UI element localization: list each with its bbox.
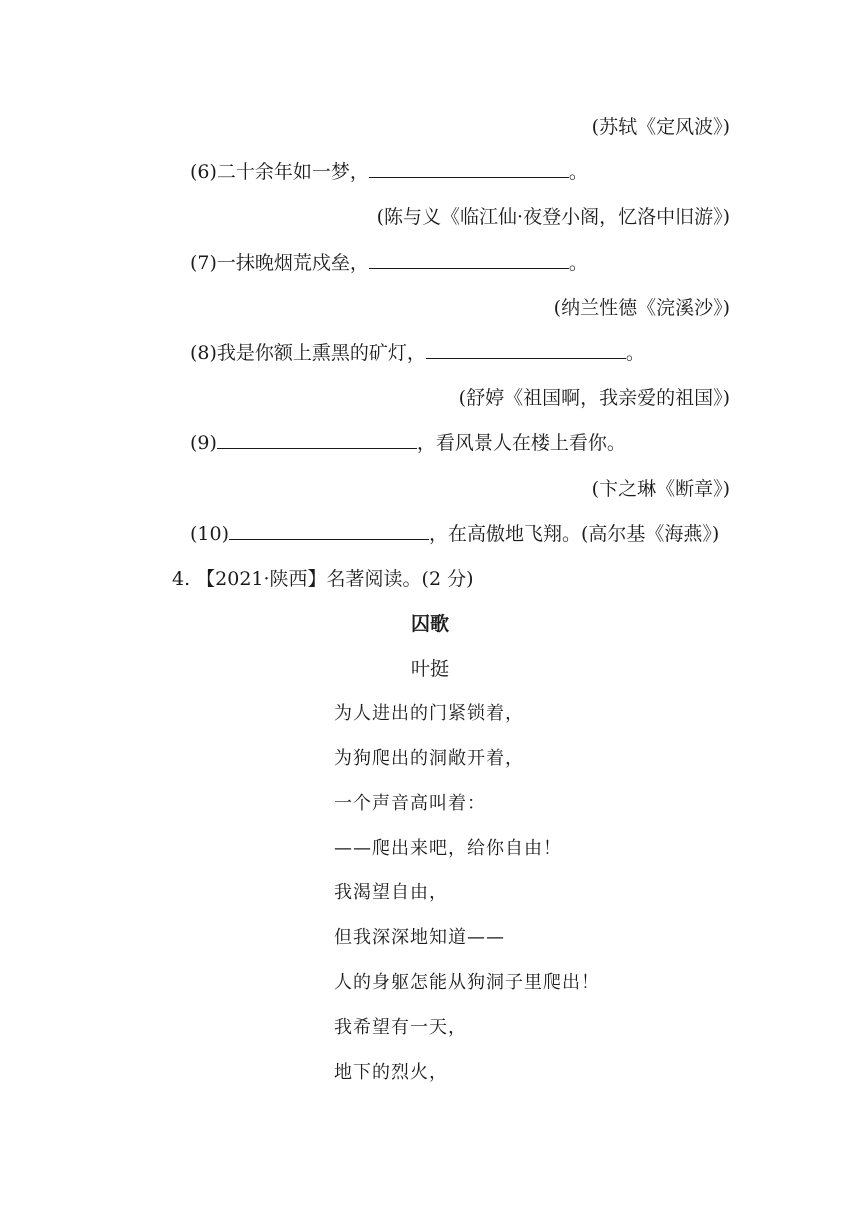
question-10: [190, 521, 719, 547]
question-7-prefix: (7)一抹晚烟荒戍垒，: [190, 252, 369, 274]
answer-blank-8[interactable]: [426, 340, 626, 359]
attribution-su-shi: (苏轼《定风波》): [591, 116, 730, 138]
poem-title: 囚歌: [410, 613, 449, 635]
poem-line: 一个声音高叫着：: [334, 793, 486, 814]
answer-blank-6[interactable]: [369, 159, 569, 178]
poem-line: 但我深深地知道——: [334, 927, 505, 948]
question-7: [190, 250, 588, 276]
question-8-suffix: 。: [625, 342, 645, 364]
question-8-prefix: (8)我是你额上熏黑的矿灯，: [190, 342, 426, 364]
attribution-nalan: (纳兰性德《浣溪沙》): [553, 297, 730, 319]
poem-line: 为人进出的门紧锁着，: [334, 703, 524, 724]
poem-line: ——爬出来吧，给你自由！: [334, 838, 562, 859]
question-6-suffix: 。: [568, 161, 588, 183]
section-4-heading: 4. 【2021·陕西】名著阅读。(2 分): [172, 568, 474, 590]
question-10-prefix: (10): [190, 523, 230, 545]
poem-line: 地下的烈火，: [334, 1062, 448, 1083]
attribution-shu-ting: (舒婷《祖国啊，我亲爱的祖国》): [458, 387, 730, 409]
attribution-bian-zhilin: (卞之琳《断章》): [591, 478, 730, 500]
question-8: [190, 340, 645, 366]
poem-line: 人的身躯怎能从狗洞子里爬出！: [334, 972, 600, 993]
question-7-suffix: 。: [568, 252, 588, 274]
answer-blank-7[interactable]: [369, 250, 569, 269]
question-9: [190, 430, 626, 456]
question-9-prefix: (9): [190, 432, 217, 454]
question-6: [190, 159, 588, 185]
answer-blank-10[interactable]: [229, 521, 429, 540]
attribution-chen-yuyi: (陈与义《临江仙·夜登小阁，忆洛中旧游》): [376, 206, 730, 228]
answer-blank-9[interactable]: [217, 430, 417, 449]
poem-line: 我渴望自由，: [334, 882, 448, 903]
poem-author: 叶挺: [410, 658, 449, 680]
question-10-suffix: ，在高傲地飞翔。(高尔基《海燕》): [429, 523, 720, 545]
poem-line: 我希望有一天，: [334, 1017, 467, 1038]
poem-line: 为狗爬出的洞敞开着，: [334, 748, 524, 769]
question-9-suffix: ，看风景人在楼上看你。: [416, 432, 626, 454]
question-6-prefix: (6)二十余年如一梦，: [190, 161, 369, 183]
